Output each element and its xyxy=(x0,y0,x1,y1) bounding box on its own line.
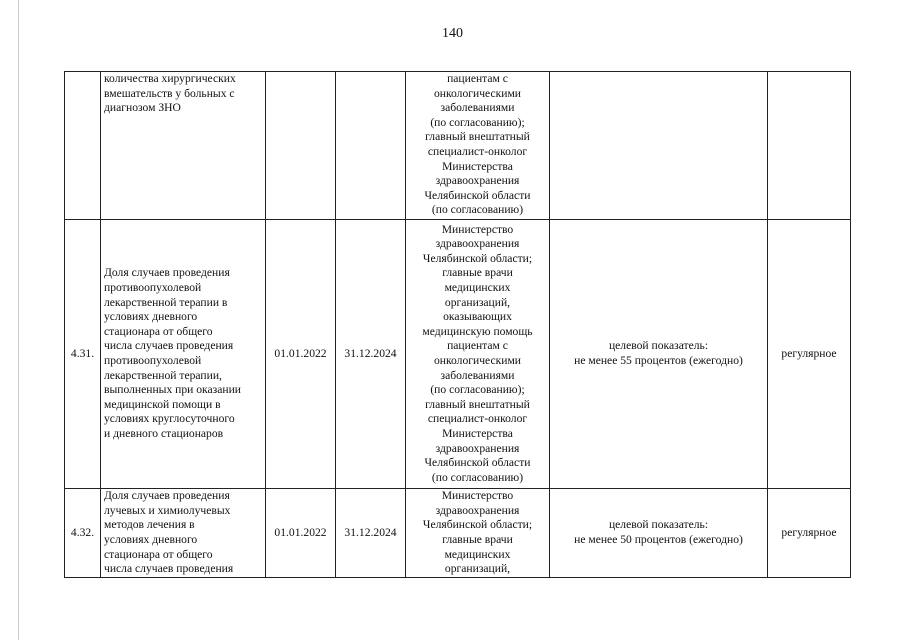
measure-description-cell xyxy=(101,72,266,220)
cell-text-line: выполненных при оказании xyxy=(104,383,241,397)
table-row xyxy=(65,489,851,578)
cell-text-line: Челябинской области xyxy=(424,456,531,470)
cell-text-line: медицинских xyxy=(444,281,511,295)
cell-text-line: (по согласованию) xyxy=(431,203,524,217)
responsible-cell xyxy=(406,220,550,489)
measure-description-cell xyxy=(101,220,266,489)
cell-text-line: целевой показатель: xyxy=(608,518,709,532)
start-date-cell: 01.01.2022 xyxy=(266,489,336,578)
cell-text-line: Челябинской области xyxy=(424,188,531,202)
cell-text-line: числа случаев проведения xyxy=(104,339,234,353)
cell-text-line: лучевых и химиолучевых xyxy=(104,503,231,517)
cell-text-line: главные врачи xyxy=(442,533,513,546)
cell-text-line: пациентам с xyxy=(447,72,508,85)
end-date-cell: 31.12.2024 xyxy=(336,489,406,578)
row-number-cell: 4.32. xyxy=(65,489,101,578)
periodicity-cell: регулярное xyxy=(768,489,851,578)
cell-text-line: целевой показатель: xyxy=(608,339,709,353)
indicator-cell xyxy=(550,72,768,220)
cell-text-line: стационара от общего xyxy=(104,324,213,338)
cell-text-line: условиях дневного xyxy=(104,533,198,546)
cell-text-line: организаций, xyxy=(444,295,511,309)
start-date-cell xyxy=(266,72,336,220)
cell-text-line: противоопухолевой xyxy=(104,354,202,367)
cell-text-line: специалист-онколог xyxy=(427,144,528,158)
cell-text-line: Челябинской области; xyxy=(422,518,533,532)
page-number: 140 xyxy=(442,26,463,41)
cell-text-line: заболеваниями xyxy=(440,101,515,115)
cell-text-line: лекарственной терапии, xyxy=(104,368,222,382)
cell-text-line: не менее 50 процентов (ежегодно) xyxy=(574,533,743,546)
cell-text-line: числа случаев проведения xyxy=(104,562,234,576)
cell-text-line: условиях дневного xyxy=(104,310,198,324)
cell-text-line: онкологическими xyxy=(433,354,522,367)
cell-text-line: не менее 55 процентов (ежегодно) xyxy=(574,354,743,367)
cell-text-line: Министерство xyxy=(441,489,514,503)
cell-text-line: медицинской помощи в xyxy=(104,397,221,411)
end-date-cell xyxy=(336,72,406,220)
cell-text-line: и дневного стационаров xyxy=(104,426,224,440)
cell-text-line: Доля случаев проведения xyxy=(104,489,230,503)
cell-text-line: заболеваниями xyxy=(440,368,515,382)
cell-text-line: количества хирургических xyxy=(104,72,236,85)
responsible-cell xyxy=(406,72,550,220)
cell-text-line: главный внештатный xyxy=(425,397,530,411)
cell-text-line: пациентам с xyxy=(447,339,508,353)
periodicity-cell xyxy=(768,72,851,220)
measures-table xyxy=(64,71,851,578)
cell-text-line: (по согласованию); xyxy=(430,115,525,129)
end-date-cell: 31.12.2024 xyxy=(336,220,406,489)
cell-text-line: Челябинской области; xyxy=(422,251,533,265)
cell-text-line: (по согласованию) xyxy=(431,470,524,484)
indicator-cell xyxy=(550,489,768,578)
periodicity-cell: регулярное xyxy=(768,220,851,489)
cell-text-line: здравоохранения xyxy=(435,174,520,188)
cell-text-line: Министерства xyxy=(442,159,513,173)
cell-text-line: здравоохранения xyxy=(435,503,520,517)
responsible-cell xyxy=(406,489,550,578)
cell-text-line: методов лечения в xyxy=(104,518,195,532)
cell-text-line: диагнозом ЗНО xyxy=(104,101,181,115)
cell-text-line: условиях круглосуточного xyxy=(104,412,235,426)
cell-text-line: главные врачи xyxy=(442,266,513,280)
cell-text-line: Доля случаев проведения xyxy=(104,266,230,280)
measure-description-cell xyxy=(101,489,266,578)
cell-text-line: стационара от общего xyxy=(104,547,213,561)
cell-text-line: лекарственной терапии в xyxy=(104,295,228,309)
cell-text-line: медицинскую помощь xyxy=(422,324,533,338)
cell-text-line: медицинских xyxy=(444,547,511,561)
cell-text-line: специалист-онколог xyxy=(427,412,528,426)
cell-text-line: противоопухолевой xyxy=(104,281,202,295)
start-date-cell: 01.01.2022 xyxy=(266,220,336,489)
cell-text-line: онкологическими xyxy=(433,86,522,100)
cell-text-line: Министерства xyxy=(442,426,513,440)
cell-text-line: Министерство xyxy=(441,222,514,236)
row-number-cell xyxy=(65,72,101,220)
table-row xyxy=(65,220,851,489)
cell-text-line: организаций, xyxy=(444,562,511,576)
table-row xyxy=(65,72,851,220)
indicator-cell xyxy=(550,220,768,489)
cell-text-line: (по согласованию); xyxy=(430,383,525,397)
cell-text-line: здравоохранения xyxy=(435,441,520,455)
row-number-cell: 4.31. xyxy=(65,220,101,489)
scan-edge-line xyxy=(18,0,19,640)
cell-text-line: оказывающих xyxy=(443,310,512,324)
cell-text-line: здравоохранения xyxy=(435,237,520,251)
cell-text-line: вмешательств у больных с xyxy=(104,86,235,100)
cell-text-line: главный внештатный xyxy=(425,130,530,144)
